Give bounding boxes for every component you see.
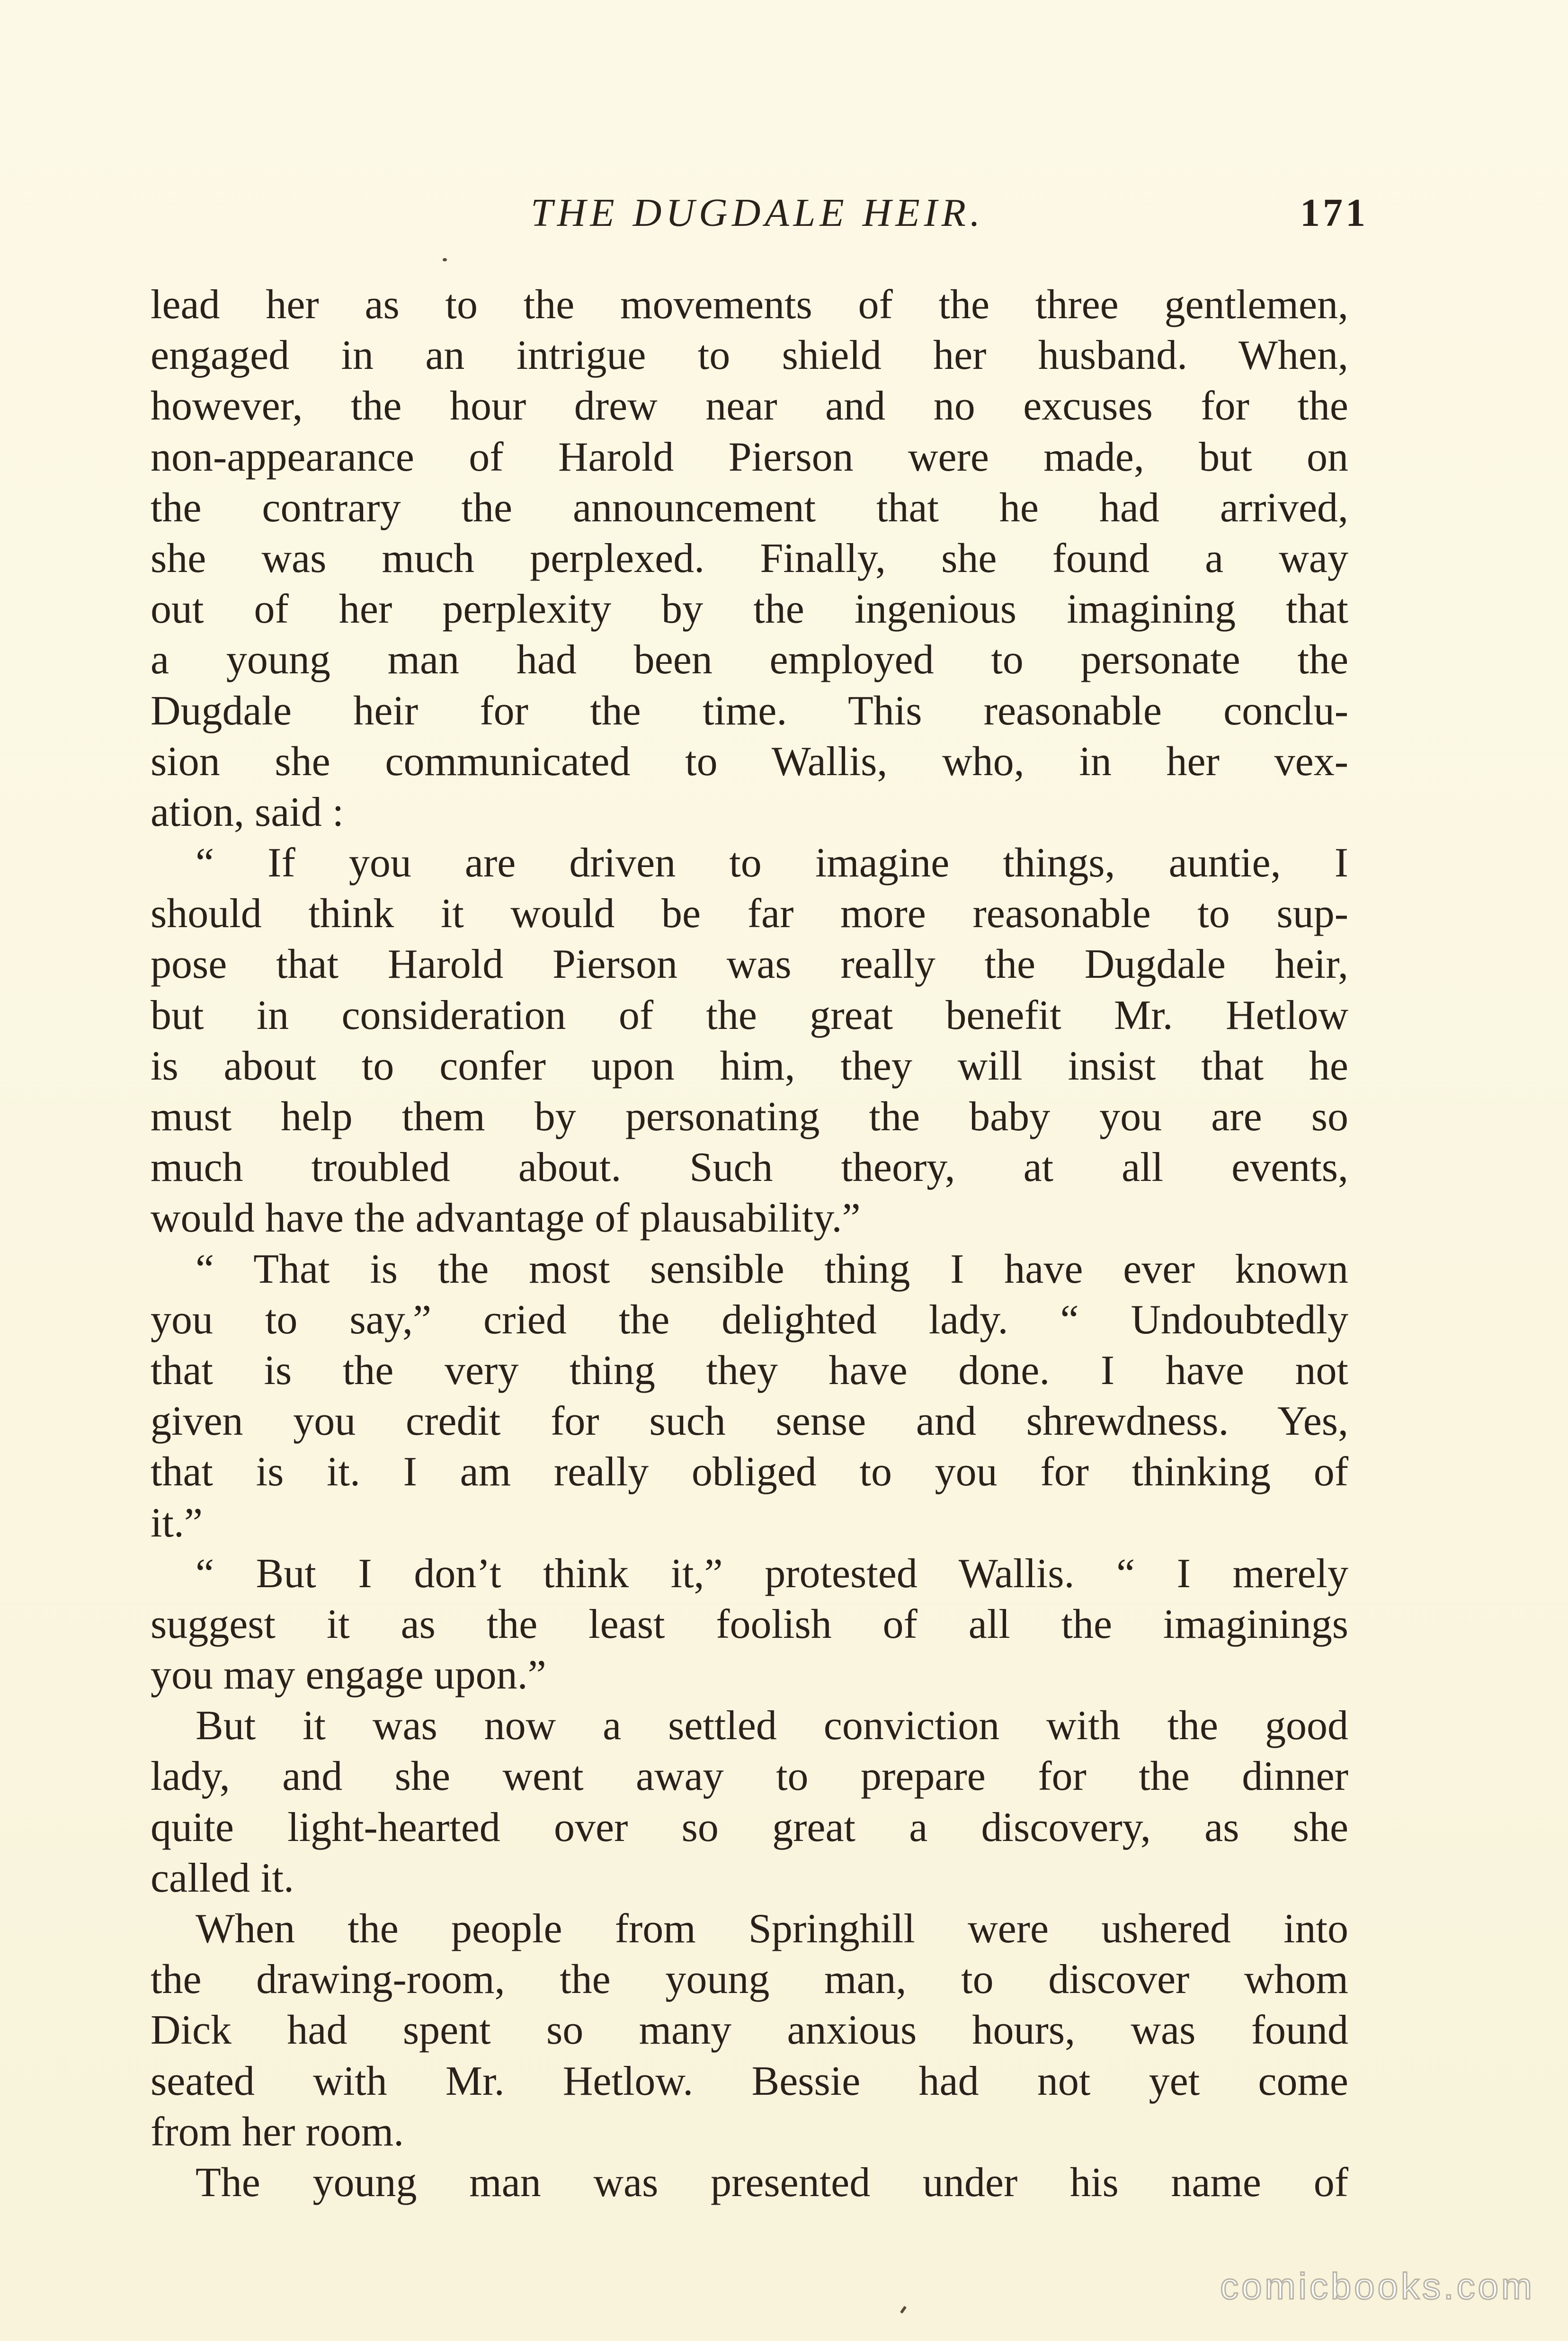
text-line: non-appearance of Harold Pierson were made, but on: [151, 434, 1348, 480]
print-speck: [443, 258, 447, 261]
page-number: 171: [1300, 191, 1368, 235]
text-line: pose that Harold Pierson was really the Dugdale heir,: [151, 941, 1348, 988]
text-line: called it.: [151, 1855, 294, 1901]
text-line: lady, and she went away to prepare for the dinner: [151, 1753, 1348, 1800]
text-line: you may engage upon.”: [151, 1652, 546, 1698]
text-line: from her room.: [151, 2109, 404, 2155]
text-line: lead her as to the movements of the three gentlemen,: [151, 282, 1348, 328]
text-line: the drawing-room, the young man, to discover whom: [151, 1957, 1348, 2003]
text-line: out of her perplexity by the ingenious imagining that: [151, 586, 1348, 633]
text-line: The young man was presented under his name of: [196, 2159, 1348, 2206]
text-line: must help them by personating the baby you are so: [151, 1094, 1348, 1140]
text-line: that is the very thing they have done. I have not: [151, 1347, 1348, 1394]
text-line: quite light-hearted over so great a discovery, as she: [151, 1804, 1348, 1850]
text-line: a young man had been employed to personate the: [151, 637, 1348, 683]
text-line: she was much perplexed. Finally, she found a way: [151, 535, 1348, 581]
watermark-logo: comicbooks.com: [1220, 2265, 1535, 2307]
text-line: “ But I don’t think it,” protested Wallis. “ I merely: [196, 1550, 1348, 1597]
text-line: that is it. I am really obliged to you for thinking of: [151, 1449, 1348, 1495]
body-text: [151, 279, 1348, 2208]
print-speck: [900, 2306, 907, 2314]
text-line: sion she communicated to Wallis, who, in her vex-: [151, 738, 1348, 785]
text-line: engaged in an intrigue to shield her husband. When,: [151, 332, 1348, 379]
text-line: “ If you are driven to imagine things, auntie, I: [196, 840, 1348, 886]
text-line: given you credit for such sense and shrewdness. Yes,: [151, 1398, 1348, 1445]
text-line: Dick had spent so many anxious hours, was found: [151, 2007, 1348, 2054]
page-header: [151, 187, 1368, 239]
text-line: should think it would be far more reasonable to sup-: [151, 891, 1348, 937]
text-line: you to say,” cried the delighted lady. “ Undoubtedly: [151, 1296, 1348, 1343]
text-line: is about to confer upon him, they will insist that he: [151, 1043, 1348, 1089]
text-line: suggest it as the least foolish of all the imaginings: [151, 1601, 1348, 1647]
text-line: When the people from Springhill were ushered into: [196, 1906, 1348, 1952]
text-line: it.”: [151, 1500, 203, 1546]
text-line: ation, said :: [151, 789, 344, 835]
text-line: the contrary the announcement that he had arrived,: [151, 484, 1348, 531]
text-line: seated with Mr. Hetlow. Bessie had not yet come: [151, 2058, 1348, 2104]
text-line: much troubled about. Such theory, at all events,: [151, 1144, 1348, 1191]
text-line: however, the hour drew near and no excuses for the: [151, 383, 1348, 429]
text-line: would have the advantage of plausability.”: [151, 1195, 861, 1242]
running-title: THE DUGDALE HEIR.: [531, 191, 984, 235]
text-line: “ That is the most sensible thing I have ever known: [196, 1246, 1348, 1292]
text-line: But it was now a settled conviction with the good: [196, 1703, 1348, 1749]
text-line: but in consideration of the great benefit Mr. Hetlow: [151, 992, 1348, 1038]
text-line: Dugdale heir for the time. This reasonable conclu-: [151, 688, 1348, 734]
